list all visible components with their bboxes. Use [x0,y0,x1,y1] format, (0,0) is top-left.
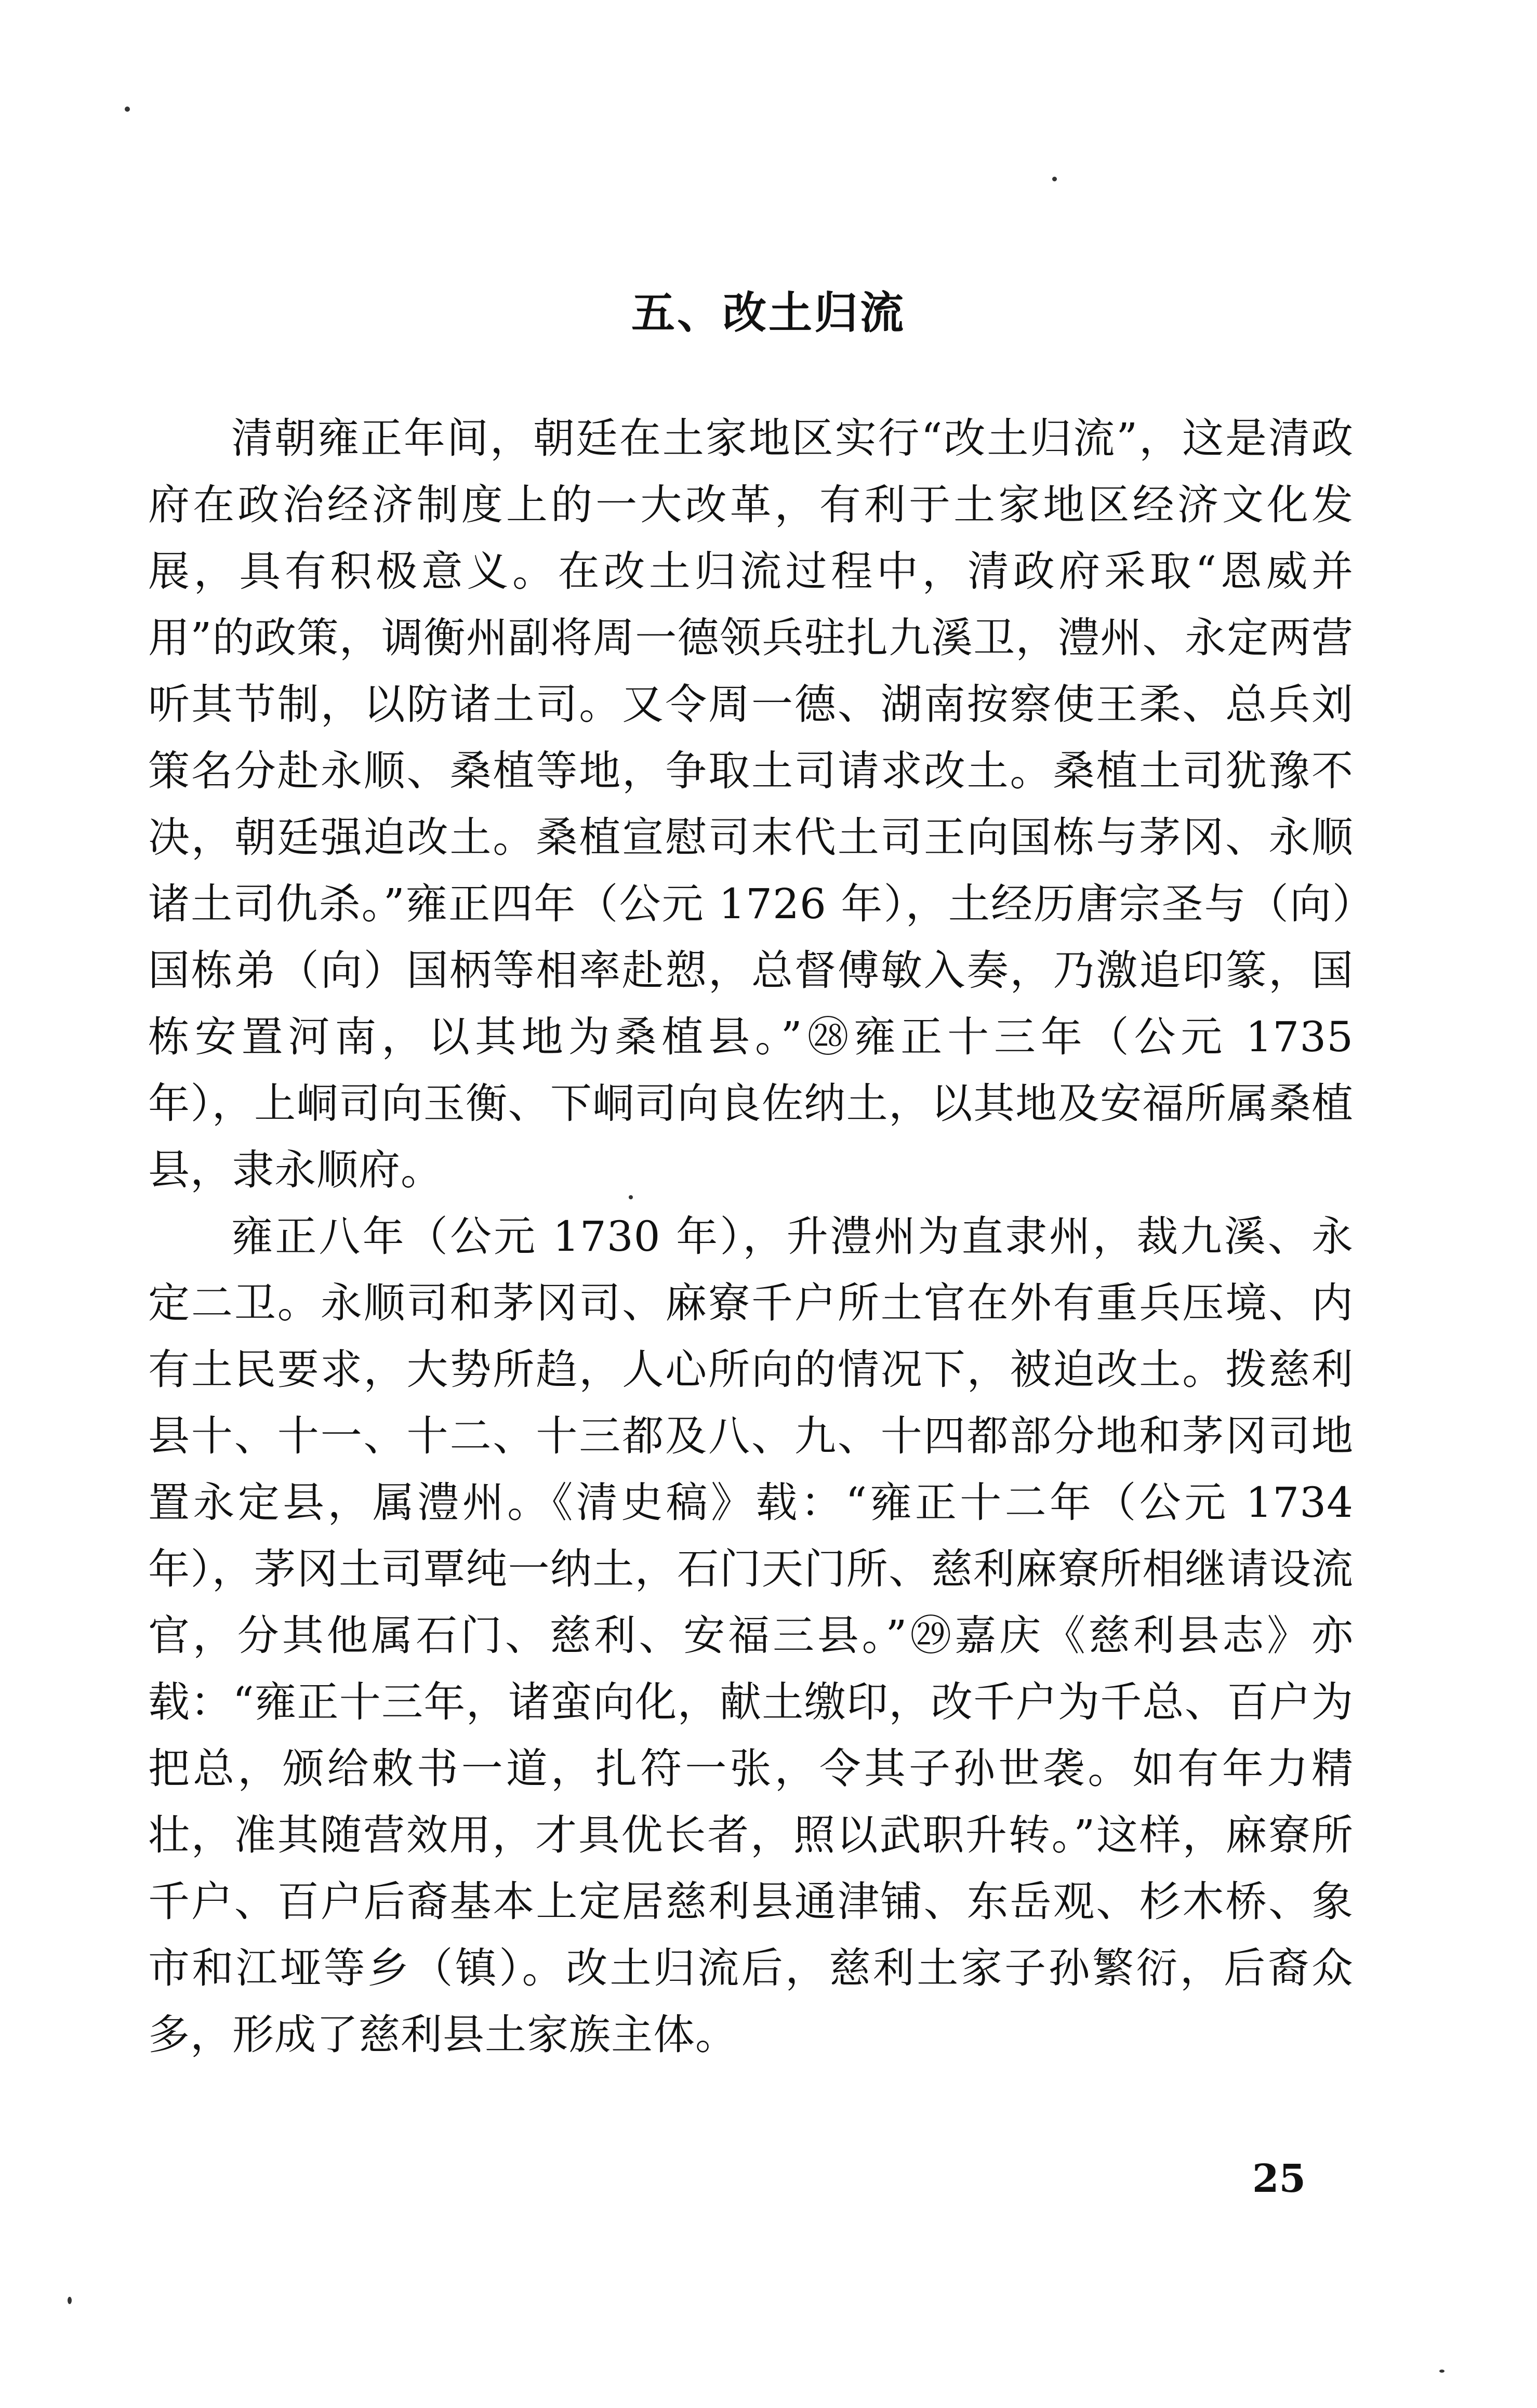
scan-speck [125,107,130,112]
paragraph-1: 清朝雍正年间，朝廷在土家地区实行“改土归流”，这是清政府在政治经济制度上的一大改革，有利于土家地区经济文化发展，具有积极意义。在改土归流过程中，清政府采取“恩威并用”的政策，调衡州副将周一德领兵驻扎九溪卫，澧州、永定两营听其节制，以防诸土司。又令周一德、湖南按察使王柔、总兵刘策名分赴永顺、桑植等地，争取土司请求改土。桑植土司犹豫不决，朝廷强迫改土。桑植宣慰司末代土司王向国栋与茅冈、永顺诸土司仇杀。”雍正四年（公元 1726 年），土经历唐宗圣与（向）国栋弟（向）国柄等相率赴愬，总督傅敏入奏，乃激追印篆，国栋安置河南，以其地为桑植县。”㉘雍正十三年（公元 1735 年），上峒司向玉衡、下峒司向良佐纳土，以其地及安福所属桑植县，隶永顺府。 [148,414,1354,1194]
paragraph-2: 雍正八年（公元 1730 年），升澧州为直隶州，裁九溪、永定二卫。永顺司和茅冈司、麻寮千户所土官在外有重兵压境、内有土民要求，大势所趋，人心所向的情况下，被迫改土。拨慈利县十、十一、十二、十三都及八、九、十四都部分地和茅冈司地置永定县，属澧州。《清史稿》载：“雍正十二年（公元 1734 年），茅冈土司覃纯一纳土，石门天门所、慈利麻寮所相继请设流官，分其他属石门、慈利、安福三县。”㉙嘉庆《慈利县志》亦载：“雍正十三年，诸蛮向化，献土缴印，改千户为千总、百户为把总，颁给敕书一道，扎符一张，令其子孙世袭。如有年力精壮，准其随营效用，才具优长者，照以武职升转。”这样，麻寮所千户、百户后裔基本上定居慈利县通津铺、东岳观、杉木桥、象市和江垭等乡（镇）。改土归流后，慈利土家子孙繁衍，后裔众多，形成了慈利县土家族主体。 [148,1212,1354,2059]
scan-speck [1439,2370,1445,2373]
body-text [148,405,1354,2068]
scan-speck [68,2297,72,2304]
section-title: 五、改土归流 [631,287,906,338]
page-number: 25 [1252,2156,1306,2201]
scan-speck [1052,177,1057,181]
